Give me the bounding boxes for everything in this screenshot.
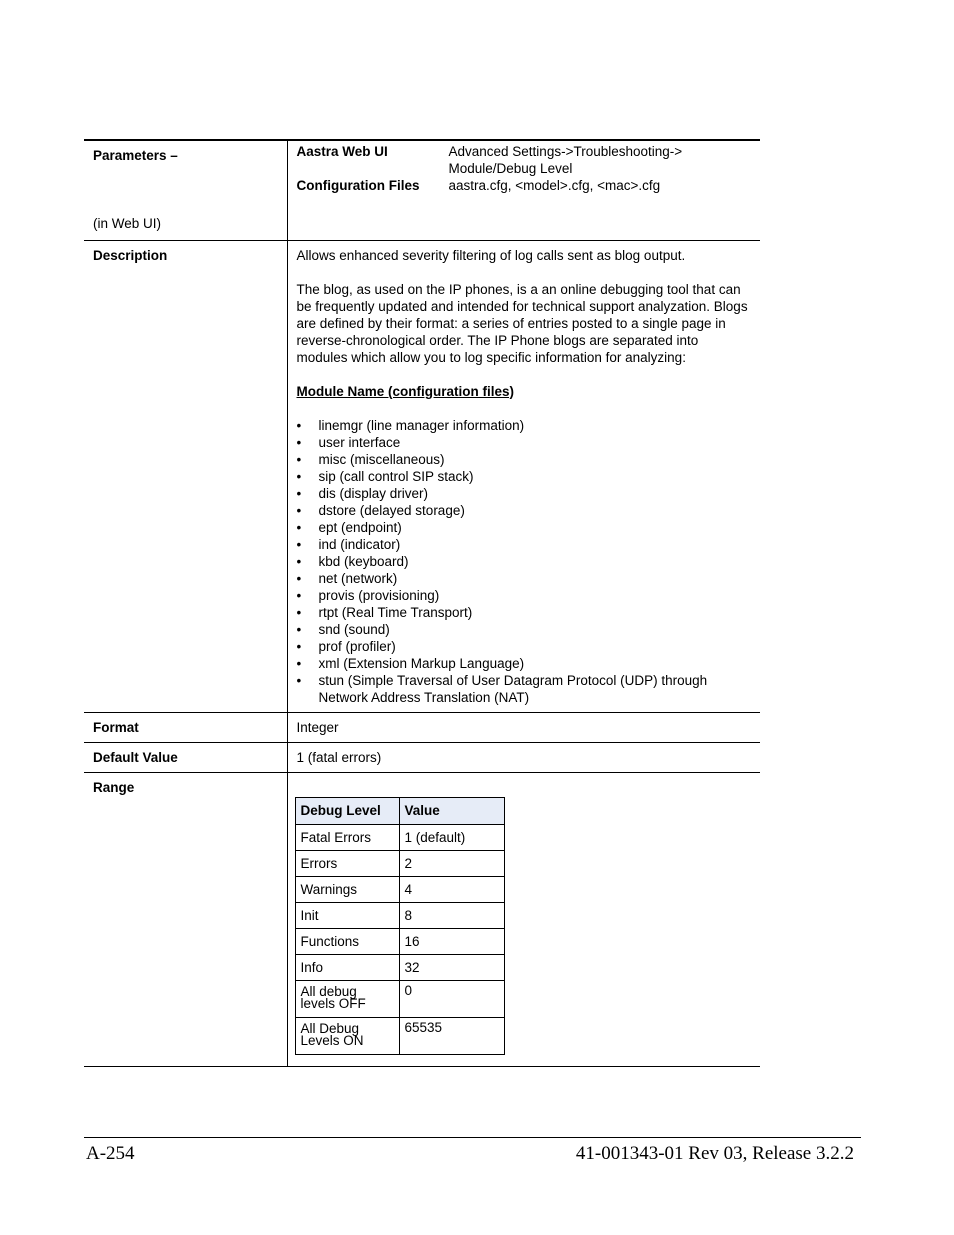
range-table	[295, 797, 505, 1055]
module-item-text: ept (endpoint)	[318, 519, 402, 535]
module-list	[297, 417, 751, 706]
bullet-icon: •	[296, 587, 302, 603]
module-item-text: user interface	[318, 434, 401, 450]
bullet-icon: •	[296, 621, 302, 637]
module-item-text: xml (Extension Markup Language)	[318, 655, 525, 671]
description-label: Description	[84, 240, 287, 712]
page-number: A-254	[86, 1143, 135, 1164]
module-item-text: provis (provisioning)	[318, 587, 440, 603]
range-header-row	[295, 797, 504, 824]
debug-value-cell: 0	[399, 980, 504, 1017]
debug-value-cell: 8	[399, 902, 504, 928]
table-row	[295, 1017, 504, 1054]
bullet-icon: •	[296, 519, 302, 535]
range-label: Range	[84, 772, 287, 1066]
module-heading: Module Name (configuration files)	[296, 383, 515, 399]
module-item-text: rtpt (Real Time Transport)	[318, 604, 473, 620]
debug-level-cell: All debug levels OFF	[295, 980, 399, 1017]
description-paragraph: The blog, as used on the IP phones, is a an online debugging tool that can be frequently updated and intended for technical support analyzation. Blogs are defined by their format: a series of entries posted to a single page in reverse-chronological order. The IP Phone blogs are separated into modules which allow you to log specific information for analyzing:	[296, 281, 748, 365]
range-row	[84, 772, 760, 1066]
debug-value-cell: 2	[399, 850, 504, 876]
list-item	[297, 587, 751, 604]
parameters-row	[84, 140, 760, 240]
bullet-icon: •	[296, 468, 302, 484]
debug-level-cell: Info	[295, 954, 399, 980]
footer-rule	[84, 1137, 861, 1138]
table-row	[295, 980, 504, 1017]
description-paragraph: Allows enhanced severity filtering of log calls sent as blog output.	[296, 247, 686, 263]
default-value-label: Default Value	[84, 742, 287, 772]
param-value: aastra.cfg, <model>.cfg, <mac>.cfg	[448, 178, 661, 193]
description-content	[287, 240, 760, 712]
param-value: Module/Debug Level	[448, 161, 573, 176]
debug-level-cell: Warnings	[295, 876, 399, 902]
debug-level-cell: Fatal Errors	[295, 824, 399, 850]
bullet-icon: •	[296, 536, 302, 552]
parameter-table	[84, 139, 760, 1067]
list-item	[297, 451, 751, 468]
parameters-grid	[297, 143, 751, 194]
debug-level-cell: Functions	[295, 928, 399, 954]
list-item	[297, 519, 751, 536]
debug-value-cell: 1 (default)	[399, 824, 504, 850]
debug-level-cell: Init	[295, 902, 399, 928]
list-item	[297, 672, 751, 706]
param-key: Aastra Web UI	[296, 144, 388, 159]
table-row	[295, 850, 504, 876]
list-item	[297, 434, 751, 451]
bullet-icon: •	[296, 570, 302, 586]
module-item-text: misc (miscellaneous)	[318, 451, 445, 467]
list-item	[297, 485, 751, 502]
debug-level-cell: Errors	[295, 850, 399, 876]
default-value-value: 1 (fatal errors)	[287, 742, 760, 772]
list-item	[297, 638, 751, 655]
list-item	[297, 502, 751, 519]
list-item	[297, 621, 751, 638]
table-row	[295, 876, 504, 902]
param-key	[297, 160, 449, 177]
list-item	[297, 468, 751, 485]
module-item-text: prof (profiler)	[318, 638, 396, 654]
description-row	[84, 240, 760, 712]
bullet-icon: •	[296, 502, 302, 518]
table-row	[295, 928, 504, 954]
range-header-value: Value	[399, 797, 504, 824]
format-label: Format	[84, 712, 287, 742]
parameters-content-cell	[287, 140, 760, 240]
module-item-text: sip (call control SIP stack)	[318, 468, 474, 484]
bullet-icon: •	[296, 417, 302, 433]
param-key: Configuration Files	[296, 178, 420, 193]
debug-value-cell: 16	[399, 928, 504, 954]
list-item	[297, 553, 751, 570]
bullet-icon: •	[296, 434, 302, 450]
debug-level-cell: All Debug Levels ON	[295, 1017, 399, 1054]
table-row	[295, 824, 504, 850]
parameters-sublabel: (in Web UI)	[93, 216, 162, 231]
module-item-text: ind (indicator)	[318, 536, 401, 552]
format-row	[84, 712, 760, 742]
list-item	[297, 536, 751, 553]
list-item	[297, 417, 751, 434]
parameters-label-cell	[84, 140, 287, 240]
list-item	[297, 655, 751, 672]
list-item	[297, 570, 751, 587]
default-value-row	[84, 742, 760, 772]
bullet-icon: •	[296, 553, 302, 569]
table-row	[295, 902, 504, 928]
bullet-icon: •	[296, 655, 302, 671]
bullet-icon: •	[296, 604, 302, 620]
document-id: 41-001343-01 Rev 03, Release 3.2.2	[575, 1143, 854, 1164]
module-item-text: dis (display driver)	[318, 485, 429, 501]
table-row	[295, 954, 504, 980]
module-item-text: dstore (delayed storage)	[318, 502, 465, 518]
bullet-icon: •	[296, 451, 302, 467]
debug-value-cell: 65535	[399, 1017, 504, 1054]
module-item-text: net (network)	[318, 570, 398, 586]
range-content	[287, 772, 760, 1066]
bullet-icon: •	[296, 485, 302, 501]
param-value: Advanced Settings->Troubleshooting->	[448, 144, 683, 159]
module-item-text: kbd (keyboard)	[318, 553, 409, 569]
parameters-label: Parameters –	[93, 148, 178, 163]
debug-value-cell: 4	[399, 876, 504, 902]
module-item-text: linemgr (line manager information)	[318, 417, 525, 433]
bullet-icon: •	[296, 638, 302, 654]
bullet-icon: •	[296, 672, 302, 688]
module-item-text: snd (sound)	[318, 621, 390, 637]
list-item	[297, 604, 751, 621]
module-item-text: stun (Simple Traversal of User Datagram Protocol (UDP) through Network Address Translation (NAT)	[318, 672, 708, 705]
range-header-debug-level: Debug Level	[295, 797, 399, 824]
debug-value-cell: 32	[399, 954, 504, 980]
format-value: Integer	[287, 712, 760, 742]
